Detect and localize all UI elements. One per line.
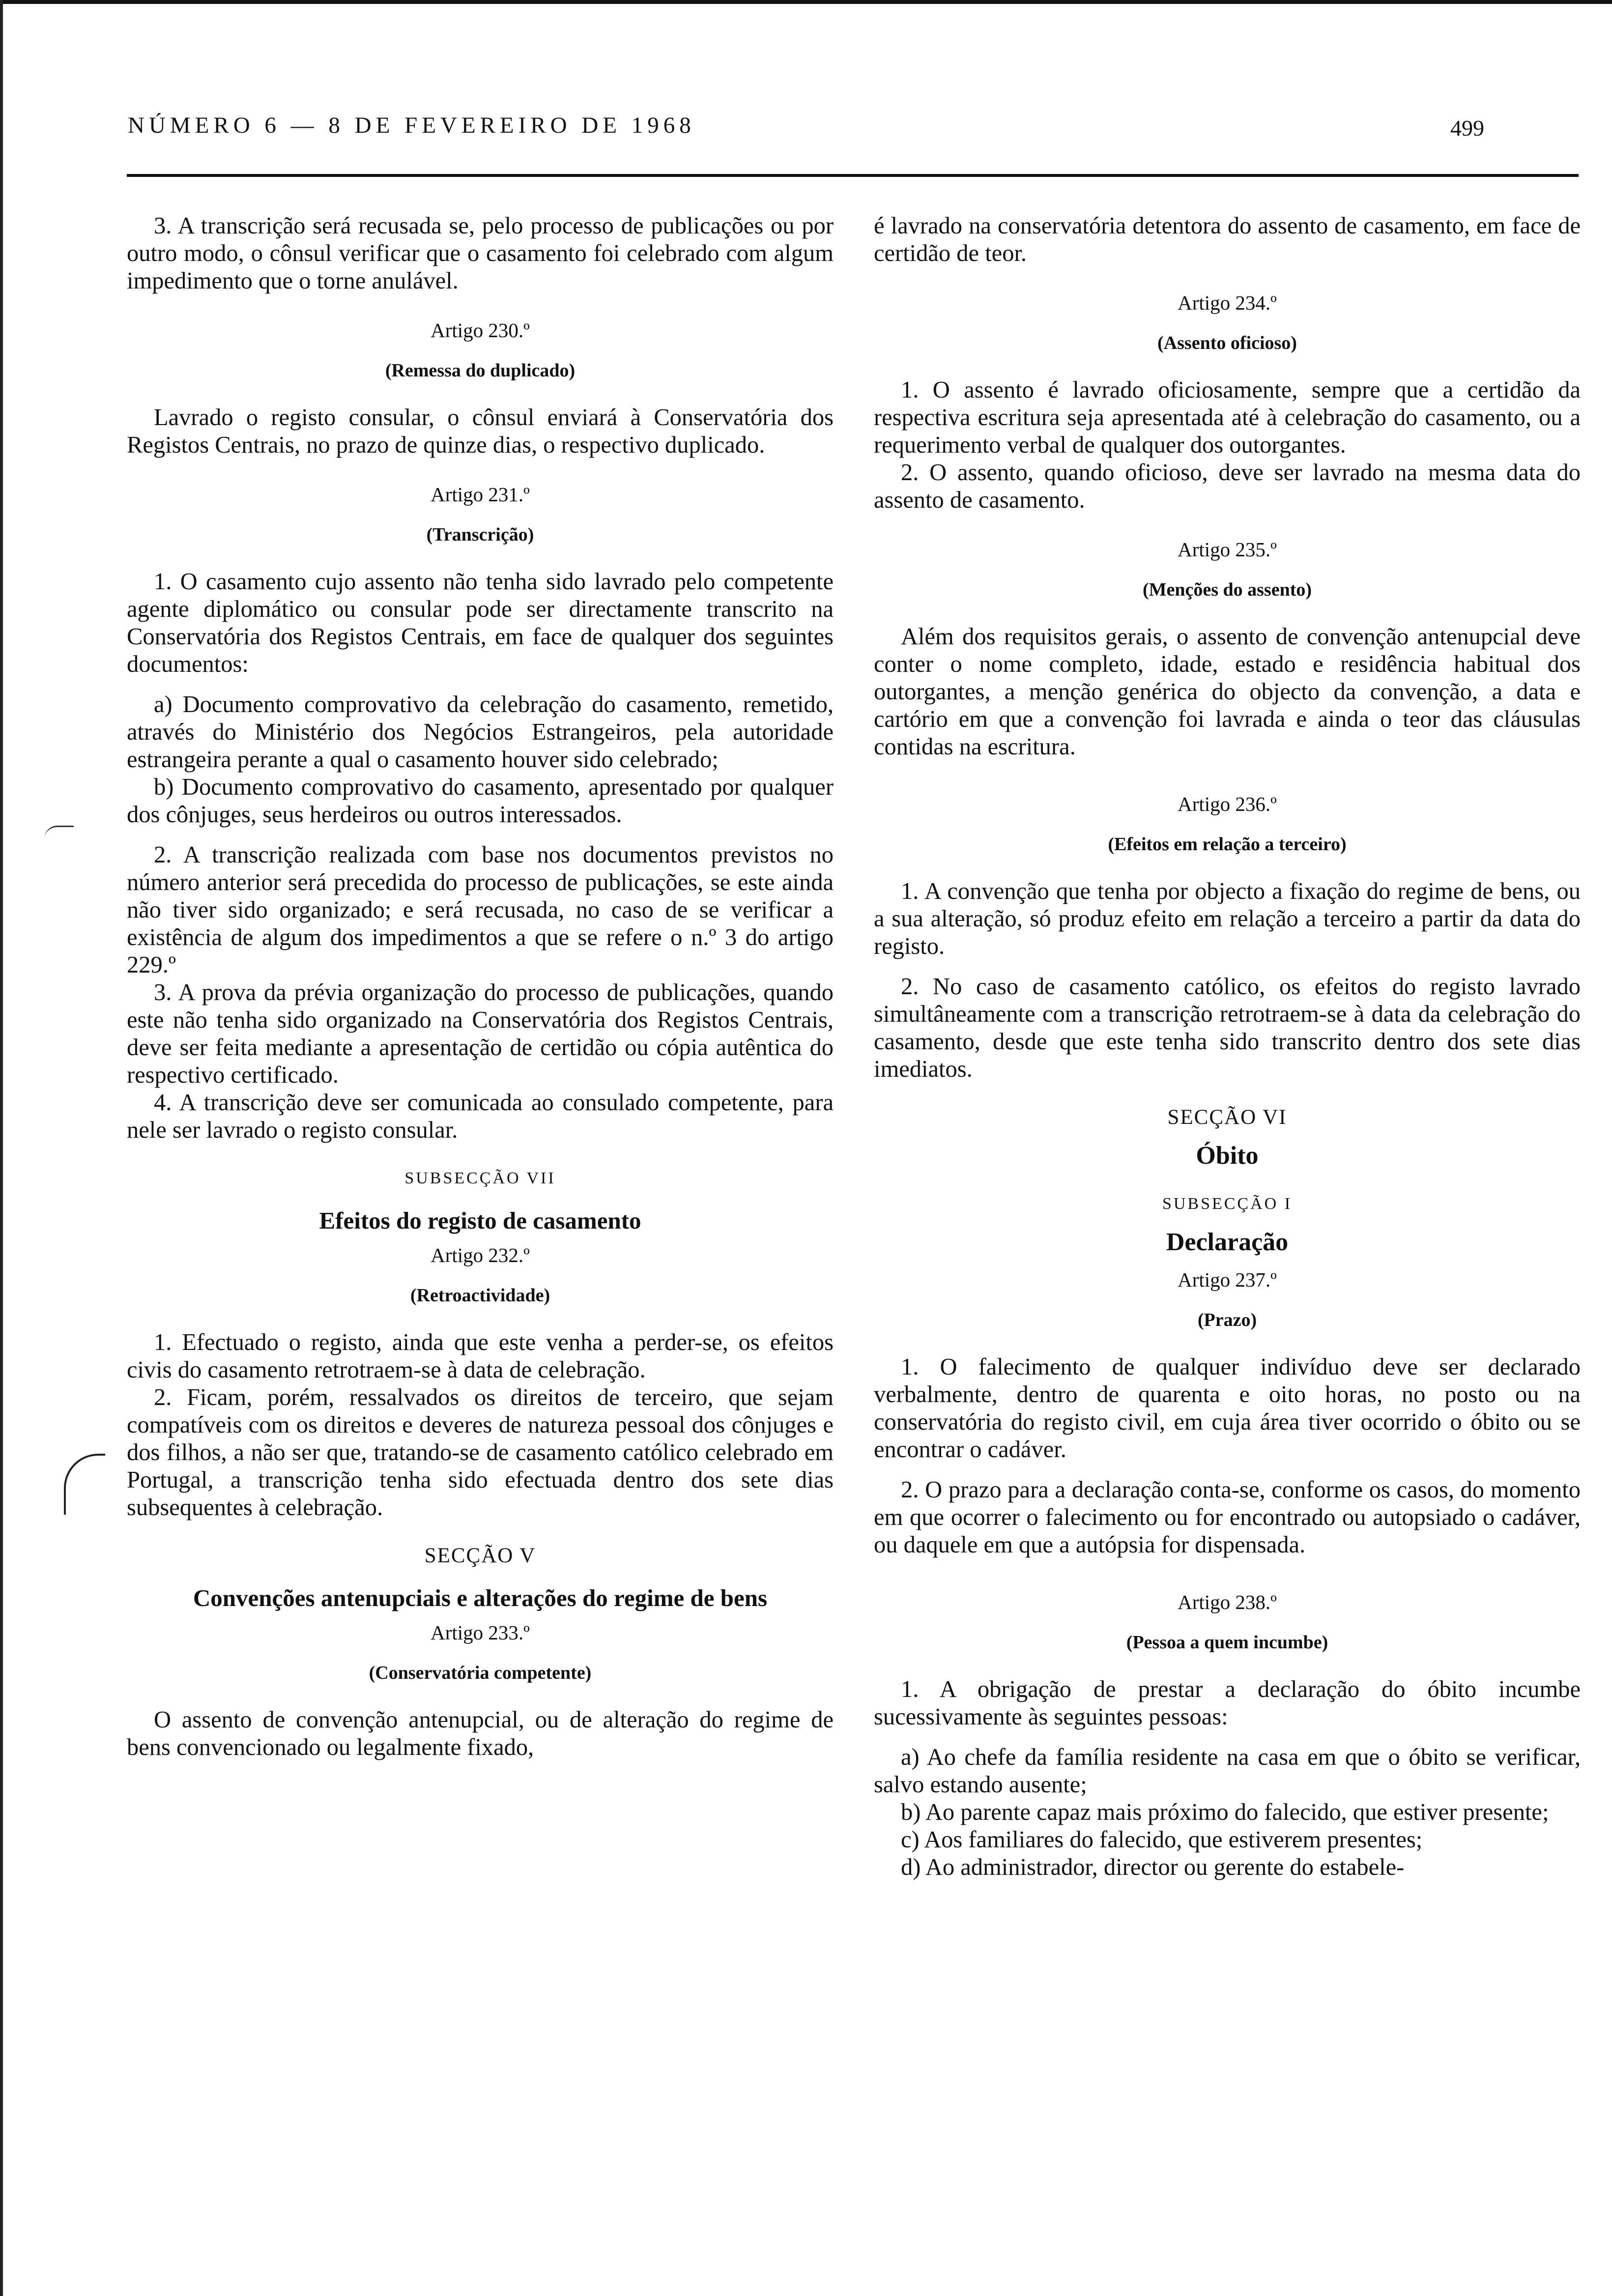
article-heading: Artigo 234.º — [1178, 291, 1277, 314]
article-subtitle: (Efeitos em relação a terceiro) — [1108, 834, 1347, 855]
paragraph: b) Ao parente capaz mais próximo do falecido, que estiver presente; — [901, 1799, 1549, 1825]
article-subtitle: (Remessa do duplicado) — [385, 360, 576, 381]
article-heading: Artigo 236.º — [1178, 793, 1277, 815]
paragraph: 3. A transcrição será recusada se, pelo processo de publicações ou por outro modo, o cônsul verificar que o casamento foi celebrado com algum impedimento que o torne anulável. — [127, 213, 834, 294]
page-border-left — [0, 0, 3, 2296]
paragraph: b) Documento comprovativo do casamento, apresentado por qualquer dos cônjuges, seus herdeiros ou outros interessados. — [127, 774, 834, 828]
paragraph: 1. A convenção que tenha por objecto a fixação do regime de bens, ou a sua alteração, só produz efeito em relação a terceiro a partir da data do registo. — [874, 878, 1581, 959]
article-subtitle: (Retroactividade) — [410, 1285, 550, 1306]
page-number: 499 — [1450, 115, 1484, 141]
section-label: SECÇÃO V — [424, 1544, 536, 1567]
article-subtitle: (Menções do assento) — [1142, 579, 1312, 600]
issue-title: NÚMERO 6 — 8 DE FEVEREIRO DE 1968 — [128, 113, 695, 138]
paragraph: 1. A obrigação de prestar a declaração do óbito incumbe sucessivamente às seguintes pessoas: — [874, 1676, 1581, 1730]
subsection-label: SUBSECÇÃO VII — [404, 1169, 556, 1187]
article-heading: Artigo 233.º — [431, 1621, 530, 1644]
article-subtitle: (Pessoa a quem incumbe) — [1126, 1632, 1328, 1653]
left-column — [127, 212, 834, 1761]
paragraph: Além dos requisitos gerais, o assento de convenção antenupcial deve conter o nome completo, idade, estado e residência habitual dos outorgantes, a menção genérica do objecto da convenção, a data e cartório em que a convenção foi lavrada e ainda o teor das cláusulas contidas na escritura. — [874, 624, 1581, 760]
article-heading: Artigo 232.º — [431, 1244, 530, 1266]
subsection-title: Declaração — [1166, 1228, 1289, 1256]
article-heading: Artigo 231.º — [431, 483, 530, 506]
pencil-mark — [64, 1454, 105, 1515]
paragraph: 1. Efectuado o registo, ainda que este venha a perder-se, os efeitos civis do casamento retrotraem-se à data de celebração. — [127, 1329, 834, 1383]
paragraph: 1. O assento é lavrado oficiosamente, sempre que a certidão da respectiva escritura seja apresentada até à celebração do casamento, ou a requerimento verbal de qualquer dos outorgantes. — [874, 377, 1581, 458]
paragraph: 2. O prazo para a declaração conta-se, conforme os casos, do momento em que ocorrer o falecimento ou for encontrado ou autopsiado o cadáver, ou daquele em que a autópsia for dispensada. — [874, 1477, 1581, 1558]
article-subtitle: (Assento oficioso) — [1157, 333, 1297, 353]
paragraph: c) Aos familiares do falecido, que estiverem presentes; — [901, 1827, 1423, 1853]
subsection-title: Efeitos do registo de casamento — [319, 1207, 641, 1234]
page-border-top — [0, 0, 1612, 4]
right-column — [874, 212, 1581, 1881]
paragraph: 1. O falecimento de qualquer indivíduo deve ser declarado verbalmente, dentro de quarenta e oito horas, no posto ou na conservatória do registo civil, em cuja área tiver ocorrido o óbito ou se encontrar o cadáver. — [874, 1354, 1581, 1463]
paragraph: 2. A transcrição realizada com base nos documentos previstos no número anterior será precedida do processo de publicações, se este ainda não tiver sido organizado; e será recusada, no caso de se verificar a existência de algum dos impedimentos a que se refere o n.º 3 do artigo 229.º — [127, 842, 834, 978]
article-heading: Artigo 235.º — [1178, 538, 1277, 561]
paragraph: O assento de convenção antenupcial, ou de alteração do regime de bens convencionado ou legalmente fixado, — [127, 1707, 834, 1760]
paragraph: 2. O assento, quando oficioso, deve ser lavrado na mesma data do assento de casamento. — [874, 459, 1581, 513]
paragraph: a) Documento comprovativo da celebração do casamento, remetido, através do Ministério dos Negócios Estrangeiros, pela autoridade estrangeira perante a qual o casamento houver sido celebrado; — [127, 691, 834, 773]
article-heading: Artigo 230.º — [431, 319, 530, 342]
paragraph: é lavrado na conservatória detentora do assento de casamento, em face de certidão de teor. — [874, 213, 1581, 266]
paragraph: a) Ao chefe da família residente na casa em que o óbito se verificar, salvo estando ausente; — [874, 1744, 1581, 1798]
article-heading: Artigo 238.º — [1178, 1591, 1277, 1613]
article-heading: Artigo 237.º — [1178, 1268, 1277, 1291]
paragraph: d) Ao administrador, director ou gerente do estabele- — [901, 1854, 1405, 1880]
article-subtitle: (Transcrição) — [426, 524, 534, 545]
paragraph: Lavrado o registo consular, o cônsul enviará à Conservatória dos Registos Centrais, no prazo de quinze dias, o respectivo duplicado. — [127, 404, 834, 458]
subsection-label: SUBSECÇÃO I — [1162, 1195, 1293, 1213]
paragraph: 3. A prova da prévia organização do processo de publicações, quando este não tenha sido organizado na Conservatória dos Registos Centrais, deve ser feita mediante a apresentação de certidão ou cópia autêntica do respectivo certificado. — [127, 979, 834, 1088]
section-title: Convenções antenupciais e alterações do regime de bens — [193, 1584, 768, 1611]
paragraph: 2. Ficam, porém, ressalvados os direitos de terceiro, que sejam compatíveis com os direitos e deveres de natureza pessoal dos cônjuges e dos filhos, a não ser que, tratando-se de casamento católico celebrado em Portugal, a transcrição tenha sido efectuada dentro dos sete dias subsequentes à celebração. — [127, 1384, 834, 1521]
header-rule — [127, 174, 1579, 177]
section-label: SECÇÃO VI — [1167, 1106, 1287, 1129]
section-title: Óbito — [1196, 1142, 1259, 1170]
paragraph: 1. O casamento cujo assento não tenha sido lavrado pelo competente agente diplomático ou consular pode ser directamente transcrito na Conservatória dos Registos Centrais, em face de qualquer dos seguintes documentos: — [127, 569, 834, 677]
article-subtitle: (Prazo) — [1197, 1310, 1257, 1330]
paragraph: 2. No caso de casamento católico, os efeitos do registo lavrado simultâneamente com a transcrição retrotraem-se à data da celebração do casamento, desde que este tenha sido transcrito dentro dos sete dias imediatos. — [874, 974, 1581, 1082]
paragraph: 4. A transcrição deve ser comunicada ao consulado competente, para nele ser lavrado o registo consular. — [127, 1090, 834, 1143]
article-subtitle: (Conservatória competente) — [369, 1663, 592, 1683]
page-header — [128, 112, 1484, 146]
pencil-mark — [44, 826, 74, 839]
